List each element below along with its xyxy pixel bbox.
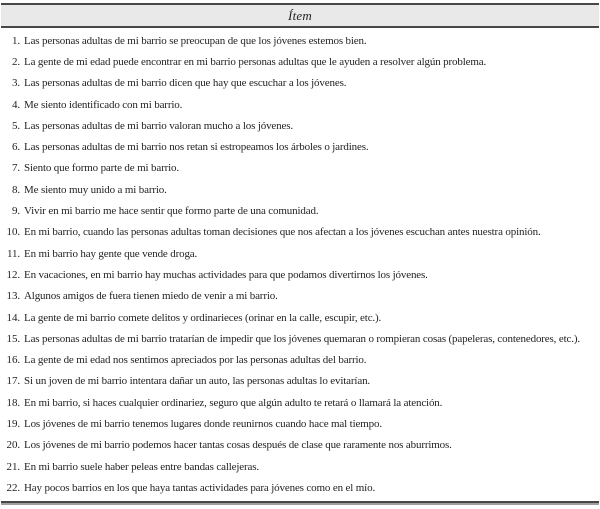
table-row (1, 179, 599, 200)
table-row (1, 264, 599, 285)
table-header-row (1, 3, 599, 28)
item-number: 7. (11, 162, 20, 175)
item-number: 8. (11, 183, 20, 196)
item-number: 22. (6, 481, 20, 494)
table-row (1, 73, 599, 94)
item-number: 6. (11, 141, 20, 154)
table-row (1, 456, 599, 477)
item-text: Los jóvenes de mi barrio tenemos lugares donde reunirnos cuando hace mal tiempo. (24, 417, 382, 430)
item-number: 20. (6, 439, 20, 452)
item-text: Las personas adultas de mi barrio tratarían de impedir que los jóvenes quemaran o rompieran cosas (papeleras, contenedores, etc.). (24, 332, 580, 345)
table-row (1, 349, 599, 370)
item-number: 1. (11, 34, 20, 47)
table-row (1, 243, 599, 264)
item-text: En mi barrio hay gente que vende droga. (24, 247, 198, 260)
item-text: La gente de mi barrio comete delitos y ordinarieces (orinar en la calle, escupir, etc.). (24, 311, 382, 324)
item-number: 12. (6, 268, 20, 281)
item-text: Algunos amigos de fuera tienen miedo de venir a mi barrio. (24, 290, 278, 303)
table-header-label: Ítem (288, 7, 312, 23)
item-number: 17. (6, 375, 20, 388)
item-text: Vivir en mi barrio me hace sentir que formo parte de una comunidad. (24, 205, 319, 218)
item-number: 11. (6, 247, 20, 260)
table-row (1, 158, 599, 179)
table-row (1, 222, 599, 243)
item-text: La gente de mi edad nos sentimos apreciados por las personas adultas del barrio. (24, 354, 367, 367)
table-body (1, 28, 599, 501)
item-number: 15. (6, 332, 20, 345)
item-number: 9. (11, 205, 20, 218)
table-row (1, 435, 599, 456)
table-row (1, 392, 599, 413)
item-text: La gente de mi edad puede encontrar en mi barrio personas adultas que le ayuden a resolver algún problema. (24, 55, 487, 68)
item-text: Las personas adultas de mi barrio valoran mucho a los jóvenes. (24, 119, 293, 132)
item-text: Las personas adultas de mi barrio nos retan si estropeamos los árboles o jardines. (24, 141, 369, 154)
table-row (1, 371, 599, 392)
item-number: 3. (11, 77, 20, 90)
item-number: 14. (6, 311, 20, 324)
table-row (1, 136, 599, 157)
items-table (1, 3, 599, 505)
item-text: Siento que formo parte de mi barrio. (24, 162, 179, 175)
item-number: 18. (6, 396, 20, 409)
item-number: 13. (6, 290, 20, 303)
item-number: 2. (11, 55, 20, 68)
item-number: 5. (11, 119, 20, 132)
table-row (1, 200, 599, 221)
item-text: En mi barrio, si haces cualquier ordinariez, seguro que algún adulto te retará o llamará la atención. (24, 396, 443, 409)
table-row (1, 115, 599, 136)
table-row (1, 413, 599, 434)
item-number: 19. (6, 417, 20, 430)
table-row (1, 94, 599, 115)
table-row (1, 328, 599, 349)
item-text: Me siento identificado con mi barrio. (24, 98, 183, 111)
item-text: En mi barrio suele haber peleas entre bandas callejeras. (24, 460, 260, 473)
table-row (1, 51, 599, 72)
table-row (1, 307, 599, 328)
item-text: En mi barrio, cuando las personas adultas toman decisiones que nos afectan a los jóvenes escuchan antes nuestra opinión. (24, 226, 541, 239)
item-number: 10. (6, 226, 20, 239)
table-bottom-rule (1, 501, 599, 505)
item-text: En vacaciones, en mi barrio hay muchas actividades para que podamos divertirnos los jóvenes. (24, 268, 428, 281)
table-row (1, 30, 599, 51)
item-text: Los jóvenes de mi barrio podemos hacer tantas cosas después de clase que raramente nos aburrimos. (24, 439, 452, 452)
item-number: 16. (6, 354, 20, 367)
item-text: Si un joven de mi barrio intentara dañar un auto, las personas adultas lo evitarían. (24, 375, 371, 388)
table-row (1, 477, 599, 498)
table-row (1, 286, 599, 307)
item-text: Me siento muy unido a mi barrio. (24, 183, 167, 196)
item-text: Las personas adultas de mi barrio dicen que hay que escuchar a los jóvenes. (24, 77, 347, 90)
item-text: Las personas adultas de mi barrio se preocupan de que los jóvenes estemos bien. (24, 34, 367, 47)
item-number: 4. (11, 98, 20, 111)
item-text: Hay pocos barrios en los que haya tantas actividades para jóvenes como en el mío. (24, 481, 376, 494)
item-number: 21. (6, 460, 20, 473)
